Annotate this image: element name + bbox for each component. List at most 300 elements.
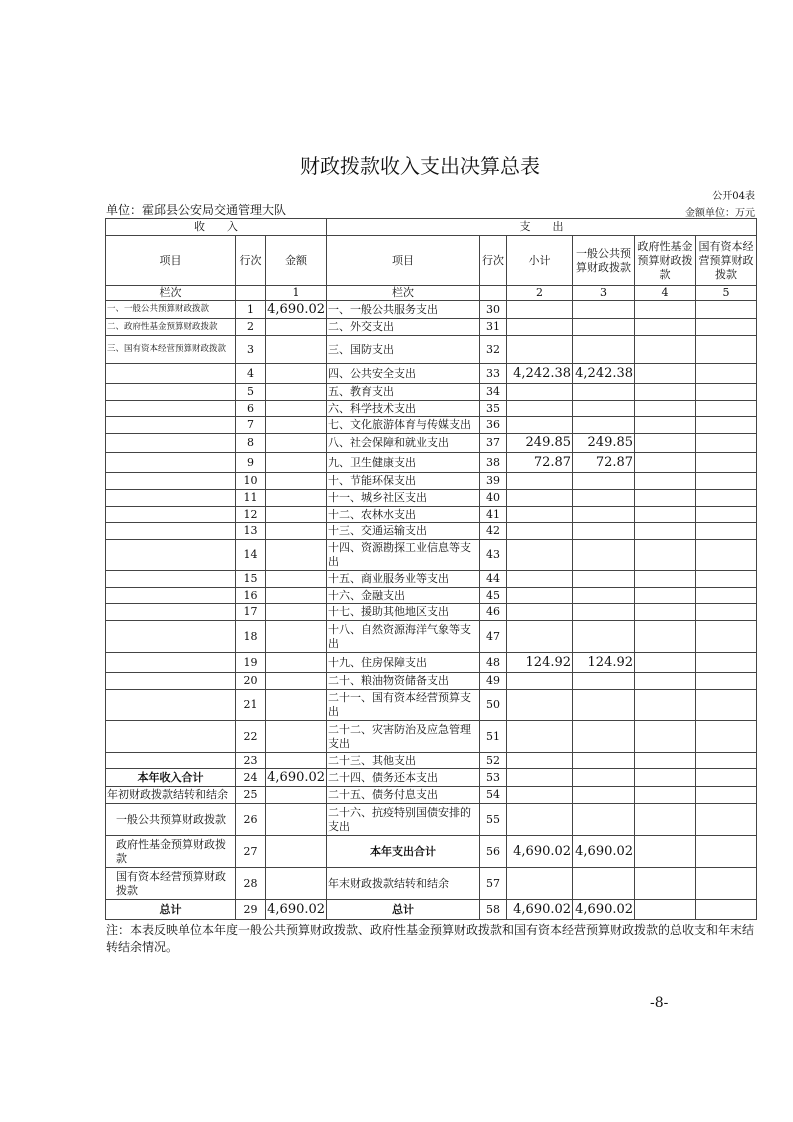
income-amount	[266, 336, 327, 364]
general-budget	[573, 769, 635, 787]
index-cell: 1	[266, 286, 327, 301]
gov-fund-budget	[635, 900, 696, 920]
state-capital-budget	[696, 753, 757, 769]
subtotal	[507, 490, 573, 507]
general-budget	[573, 621, 635, 653]
general-budget	[573, 490, 635, 507]
income-amount	[266, 571, 327, 588]
income-amount: 4,690.02	[266, 900, 327, 920]
table-row	[106, 453, 757, 473]
general-budget	[573, 690, 635, 721]
general-budget	[573, 868, 635, 900]
table-row	[106, 787, 757, 804]
general-budget	[573, 721, 635, 753]
income-header: 收 入	[106, 219, 327, 236]
expense-item: 年末财政拨款结转和结余	[327, 868, 480, 900]
state-capital-budget	[696, 673, 757, 690]
column-header: 小计	[507, 236, 573, 286]
gov-fund-budget	[635, 540, 696, 571]
column-header: 项目	[106, 236, 236, 286]
state-capital-budget	[696, 900, 757, 920]
gov-fund-budget	[635, 473, 696, 490]
index-cell: 栏次	[106, 286, 236, 301]
income-line: 16	[236, 588, 266, 604]
expense-item: 二十、粮油物资储备支出	[327, 673, 480, 690]
income-line: 5	[236, 384, 266, 401]
subtotal	[507, 401, 573, 417]
income-line: 14	[236, 540, 266, 571]
table-row	[106, 319, 757, 336]
expense-item: 六、科学技术支出	[327, 401, 480, 417]
expense-item: 十一、城乡社区支出	[327, 490, 480, 507]
state-capital-budget	[696, 571, 757, 588]
expense-item: 十五、商业服务业等支出	[327, 571, 480, 588]
state-capital-budget	[696, 523, 757, 540]
income-amount	[266, 690, 327, 721]
income-amount	[266, 588, 327, 604]
income-item	[106, 540, 236, 571]
expense-line: 34	[480, 384, 507, 401]
income-item	[106, 364, 236, 384]
income-item	[106, 453, 236, 473]
index-cell: 2	[507, 286, 573, 301]
subtotal	[507, 319, 573, 336]
gov-fund-budget	[635, 301, 696, 319]
state-capital-budget	[696, 417, 757, 434]
general-budget	[573, 787, 635, 804]
expense-item: 十六、金融支出	[327, 588, 480, 604]
income-item: 政府性基金预算财政拨款	[106, 836, 236, 868]
expense-line: 44	[480, 571, 507, 588]
income-line: 18	[236, 621, 266, 653]
subtotal	[507, 753, 573, 769]
gov-fund-budget	[635, 417, 696, 434]
section-header-row	[106, 219, 757, 236]
income-item	[106, 753, 236, 769]
column-header: 项目	[327, 236, 480, 286]
general-budget: 249.85	[573, 434, 635, 453]
page-number: -8-	[650, 995, 669, 1011]
state-capital-budget	[696, 473, 757, 490]
general-budget: 4,242.38	[573, 364, 635, 384]
gov-fund-budget	[635, 787, 696, 804]
general-budget	[573, 571, 635, 588]
expense-line: 35	[480, 401, 507, 417]
income-amount	[266, 653, 327, 673]
table-row	[106, 540, 757, 571]
column-header: 政府性基金预算财政拨款	[635, 236, 696, 286]
expense-item: 三、国防支出	[327, 336, 480, 364]
income-amount	[266, 364, 327, 384]
gov-fund-budget	[635, 490, 696, 507]
expense-line: 47	[480, 621, 507, 653]
column-header: 行次	[236, 236, 266, 286]
subtotal	[507, 523, 573, 540]
index-row	[106, 286, 757, 301]
expense-line: 41	[480, 507, 507, 523]
table-row	[106, 473, 757, 490]
state-capital-budget	[696, 653, 757, 673]
expense-line: 52	[480, 753, 507, 769]
gov-fund-budget	[635, 721, 696, 753]
table-row	[106, 900, 757, 920]
income-line: 22	[236, 721, 266, 753]
state-capital-budget	[696, 507, 757, 523]
general-budget	[573, 417, 635, 434]
income-amount	[266, 804, 327, 836]
income-amount	[266, 721, 327, 753]
income-line: 4	[236, 364, 266, 384]
subtotal	[507, 507, 573, 523]
income-item	[106, 417, 236, 434]
subtotal	[507, 473, 573, 490]
subtotal	[507, 540, 573, 571]
expense-item: 一、一般公共服务支出	[327, 301, 480, 319]
expense-item: 四、公共安全支出	[327, 364, 480, 384]
table-row	[106, 523, 757, 540]
income-amount	[266, 453, 327, 473]
state-capital-budget	[696, 868, 757, 900]
column-header: 一般公共预算财政拨款	[573, 236, 635, 286]
gov-fund-budget	[635, 401, 696, 417]
expense-item: 二、外交支出	[327, 319, 480, 336]
general-budget	[573, 507, 635, 523]
expense-item: 十四、资源勘探工业信息等支出	[327, 540, 480, 571]
income-item	[106, 721, 236, 753]
form-code: 公开04表	[712, 191, 755, 202]
income-line: 1	[236, 301, 266, 319]
income-amount	[266, 384, 327, 401]
income-amount	[266, 787, 327, 804]
column-header-row	[106, 236, 757, 286]
income-amount	[266, 319, 327, 336]
subtotal	[507, 804, 573, 836]
income-item: 年初财政拨款结转和结余	[106, 787, 236, 804]
subtotal	[507, 384, 573, 401]
expense-item: 二十二、灾害防治及应急管理支出	[327, 721, 480, 753]
expense-line: 43	[480, 540, 507, 571]
expense-line: 56	[480, 836, 507, 868]
index-cell: 3	[573, 286, 635, 301]
general-budget: 4,690.02	[573, 900, 635, 920]
subtotal	[507, 673, 573, 690]
expense-line: 38	[480, 453, 507, 473]
gov-fund-budget	[635, 673, 696, 690]
subtotal	[507, 336, 573, 364]
income-line: 10	[236, 473, 266, 490]
table-row	[106, 434, 757, 453]
income-amount	[266, 753, 327, 769]
income-item: 本年收入合计	[106, 769, 236, 787]
income-line: 25	[236, 787, 266, 804]
footnote: 注：本表反映单位本年度一般公共预算财政拨款、政府性基金预算财政拨款和国有资本经营预算财政拨款的总收支和年末结转结余情况。	[106, 923, 755, 954]
subtotal	[507, 417, 573, 434]
state-capital-budget	[696, 804, 757, 836]
state-capital-budget	[696, 319, 757, 336]
expense-item: 十九、住房保障支出	[327, 653, 480, 673]
income-amount	[266, 868, 327, 900]
income-line: 3	[236, 336, 266, 364]
table-row	[106, 401, 757, 417]
expense-line: 55	[480, 804, 507, 836]
gov-fund-budget	[635, 604, 696, 621]
subtotal	[507, 721, 573, 753]
general-budget	[573, 336, 635, 364]
gov-fund-budget	[635, 319, 696, 336]
column-header: 国有资本经营预算财政拨款	[696, 236, 757, 286]
state-capital-budget	[696, 453, 757, 473]
income-amount	[266, 836, 327, 868]
income-amount: 4,690.02	[267, 301, 326, 317]
table-row	[106, 753, 757, 769]
expense-item: 十八、自然资源海洋气象等支出	[327, 621, 480, 653]
table-row	[106, 588, 757, 604]
general-budget	[573, 673, 635, 690]
state-capital-budget	[696, 336, 757, 364]
table-row	[106, 653, 757, 673]
income-amount	[266, 490, 327, 507]
general-budget	[573, 588, 635, 604]
state-capital-budget	[696, 721, 757, 753]
table-row	[106, 364, 757, 384]
expense-line: 30	[480, 301, 507, 319]
gov-fund-budget	[635, 336, 696, 364]
general-budget	[573, 301, 635, 319]
column-header: 金额	[266, 236, 327, 286]
income-line: 11	[236, 490, 266, 507]
income-item: 一、一般公共预算财政拨款	[106, 301, 236, 319]
expense-item: 十二、农林水支出	[327, 507, 480, 523]
state-capital-budget	[696, 384, 757, 401]
expense-line: 58	[480, 900, 507, 920]
subtotal: 4,690.02	[507, 836, 573, 868]
income-line: 15	[236, 571, 266, 588]
general-budget	[573, 401, 635, 417]
expense-line: 37	[480, 434, 507, 453]
expense-line: 39	[480, 473, 507, 490]
gov-fund-budget	[635, 523, 696, 540]
general-budget	[573, 523, 635, 540]
column-header: 行次	[480, 236, 507, 286]
income-amount: 4,690.02	[267, 769, 326, 785]
index-cell	[480, 286, 507, 301]
expense-line: 32	[480, 336, 507, 364]
general-budget	[573, 384, 635, 401]
income-item: 二、政府性基金预算财政拨款	[106, 319, 236, 336]
money-unit: 金额单位：万元	[685, 208, 755, 219]
state-capital-budget	[696, 787, 757, 804]
income-line: 6	[236, 401, 266, 417]
income-line: 19	[236, 653, 266, 673]
general-budget	[573, 473, 635, 490]
index-cell: 栏次	[327, 286, 480, 301]
expense-line: 53	[480, 769, 507, 787]
table-row	[106, 604, 757, 621]
income-line: 21	[236, 690, 266, 721]
expense-item: 十三、交通运输支出	[327, 523, 480, 540]
expense-item: 十七、援助其他地区支出	[327, 604, 480, 621]
subtotal: 4,242.38	[507, 364, 573, 384]
income-line: 20	[236, 673, 266, 690]
income-line: 23	[236, 753, 266, 769]
expense-item: 十、节能环保支出	[327, 473, 480, 490]
general-budget: 4,690.02	[573, 836, 635, 868]
expense-line: 57	[480, 868, 507, 900]
state-capital-budget	[696, 540, 757, 571]
gov-fund-budget	[635, 804, 696, 836]
income-line: 17	[236, 604, 266, 621]
index-cell	[236, 286, 266, 301]
gov-fund-budget	[635, 434, 696, 453]
income-amount	[266, 434, 327, 453]
income-item: 一般公共预算财政拨款	[106, 804, 236, 836]
gov-fund-budget	[635, 769, 696, 787]
expense-line: 54	[480, 787, 507, 804]
income-item: 三、国有资本经营预算财政拨款	[106, 336, 236, 364]
expense-line: 51	[480, 721, 507, 753]
expense-item: 二十三、其他支出	[327, 753, 480, 769]
expense-line: 48	[480, 653, 507, 673]
state-capital-budget	[696, 401, 757, 417]
gov-fund-budget	[635, 364, 696, 384]
subtotal	[507, 604, 573, 621]
general-budget	[573, 804, 635, 836]
income-item	[106, 690, 236, 721]
income-item	[106, 490, 236, 507]
income-amount	[266, 473, 327, 490]
gov-fund-budget	[635, 621, 696, 653]
state-capital-budget	[696, 604, 757, 621]
state-capital-budget	[696, 621, 757, 653]
income-amount	[266, 507, 327, 523]
state-capital-budget	[696, 769, 757, 787]
state-capital-budget	[696, 434, 757, 453]
state-capital-budget	[696, 364, 757, 384]
income-item: 总计	[106, 900, 236, 920]
gov-fund-budget	[635, 653, 696, 673]
gov-fund-budget	[635, 453, 696, 473]
income-item	[106, 571, 236, 588]
table-row	[106, 690, 757, 721]
general-budget	[573, 753, 635, 769]
income-amount	[266, 621, 327, 653]
subtotal: 4,690.02	[507, 900, 573, 920]
expense-item: 二十一、国有资本经营预算支出	[327, 690, 480, 721]
budget-table	[105, 218, 757, 920]
income-line: 26	[236, 804, 266, 836]
table-row	[106, 507, 757, 523]
expense-item: 二十六、抗疫特别国债安排的支出	[327, 804, 480, 836]
income-item	[106, 653, 236, 673]
income-item	[106, 507, 236, 523]
subtotal	[507, 621, 573, 653]
expense-line: 45	[480, 588, 507, 604]
income-line: 9	[236, 453, 266, 473]
expense-line: 33	[480, 364, 507, 384]
income-amount	[266, 673, 327, 690]
state-capital-budget	[696, 588, 757, 604]
gov-fund-budget	[635, 588, 696, 604]
income-line: 8	[236, 434, 266, 453]
subtotal	[507, 787, 573, 804]
expense-line: 40	[480, 490, 507, 507]
table-row	[106, 769, 757, 787]
table-row	[106, 417, 757, 434]
income-amount	[266, 401, 327, 417]
state-capital-budget	[696, 836, 757, 868]
page-title: 财政拨款收入支出决算总表	[300, 154, 540, 178]
income-item	[106, 401, 236, 417]
subtotal	[507, 571, 573, 588]
expense-item: 本年支出合计	[327, 836, 480, 868]
expense-item: 二十四、债务还本支出	[327, 769, 480, 787]
gov-fund-budget	[635, 690, 696, 721]
subtotal: 72.87	[507, 453, 573, 473]
income-item	[106, 673, 236, 690]
expense-line: 46	[480, 604, 507, 621]
expense-line: 36	[480, 417, 507, 434]
income-line: 12	[236, 507, 266, 523]
subtotal	[507, 588, 573, 604]
table-row	[106, 384, 757, 401]
state-capital-budget	[696, 690, 757, 721]
income-line: 7	[236, 417, 266, 434]
income-item	[106, 434, 236, 453]
table-row	[106, 336, 757, 364]
general-budget	[573, 604, 635, 621]
expense-line: 49	[480, 673, 507, 690]
expense-line: 50	[480, 690, 507, 721]
subtotal	[507, 690, 573, 721]
income-line: 2	[236, 319, 266, 336]
income-amount	[266, 523, 327, 540]
table-row	[106, 301, 757, 319]
table-row	[106, 673, 757, 690]
gov-fund-budget	[635, 507, 696, 523]
income-line: 27	[236, 836, 266, 868]
table-row	[106, 868, 757, 900]
income-item	[106, 621, 236, 653]
expense-header: 支 出	[327, 219, 757, 236]
state-capital-budget	[696, 490, 757, 507]
subtotal	[507, 769, 573, 787]
subtotal: 249.85	[507, 434, 573, 453]
table-row	[106, 571, 757, 588]
table-row	[106, 490, 757, 507]
expense-line: 42	[480, 523, 507, 540]
gov-fund-budget	[635, 571, 696, 588]
income-line: 28	[236, 868, 266, 900]
subtotal	[507, 301, 573, 319]
subtotal	[507, 868, 573, 900]
general-budget	[573, 319, 635, 336]
gov-fund-budget	[635, 868, 696, 900]
gov-fund-budget	[635, 384, 696, 401]
expense-item: 七、文化旅游体育与传媒支出	[327, 417, 480, 434]
income-item	[106, 384, 236, 401]
table-row	[106, 836, 757, 868]
income-line: 29	[236, 900, 266, 920]
general-budget: 124.92	[573, 653, 635, 673]
gov-fund-budget	[635, 836, 696, 868]
income-item	[106, 523, 236, 540]
gov-fund-budget	[635, 753, 696, 769]
income-item	[106, 604, 236, 621]
income-amount	[266, 417, 327, 434]
expense-item: 总计	[327, 900, 480, 920]
income-amount	[266, 540, 327, 571]
income-item	[106, 588, 236, 604]
